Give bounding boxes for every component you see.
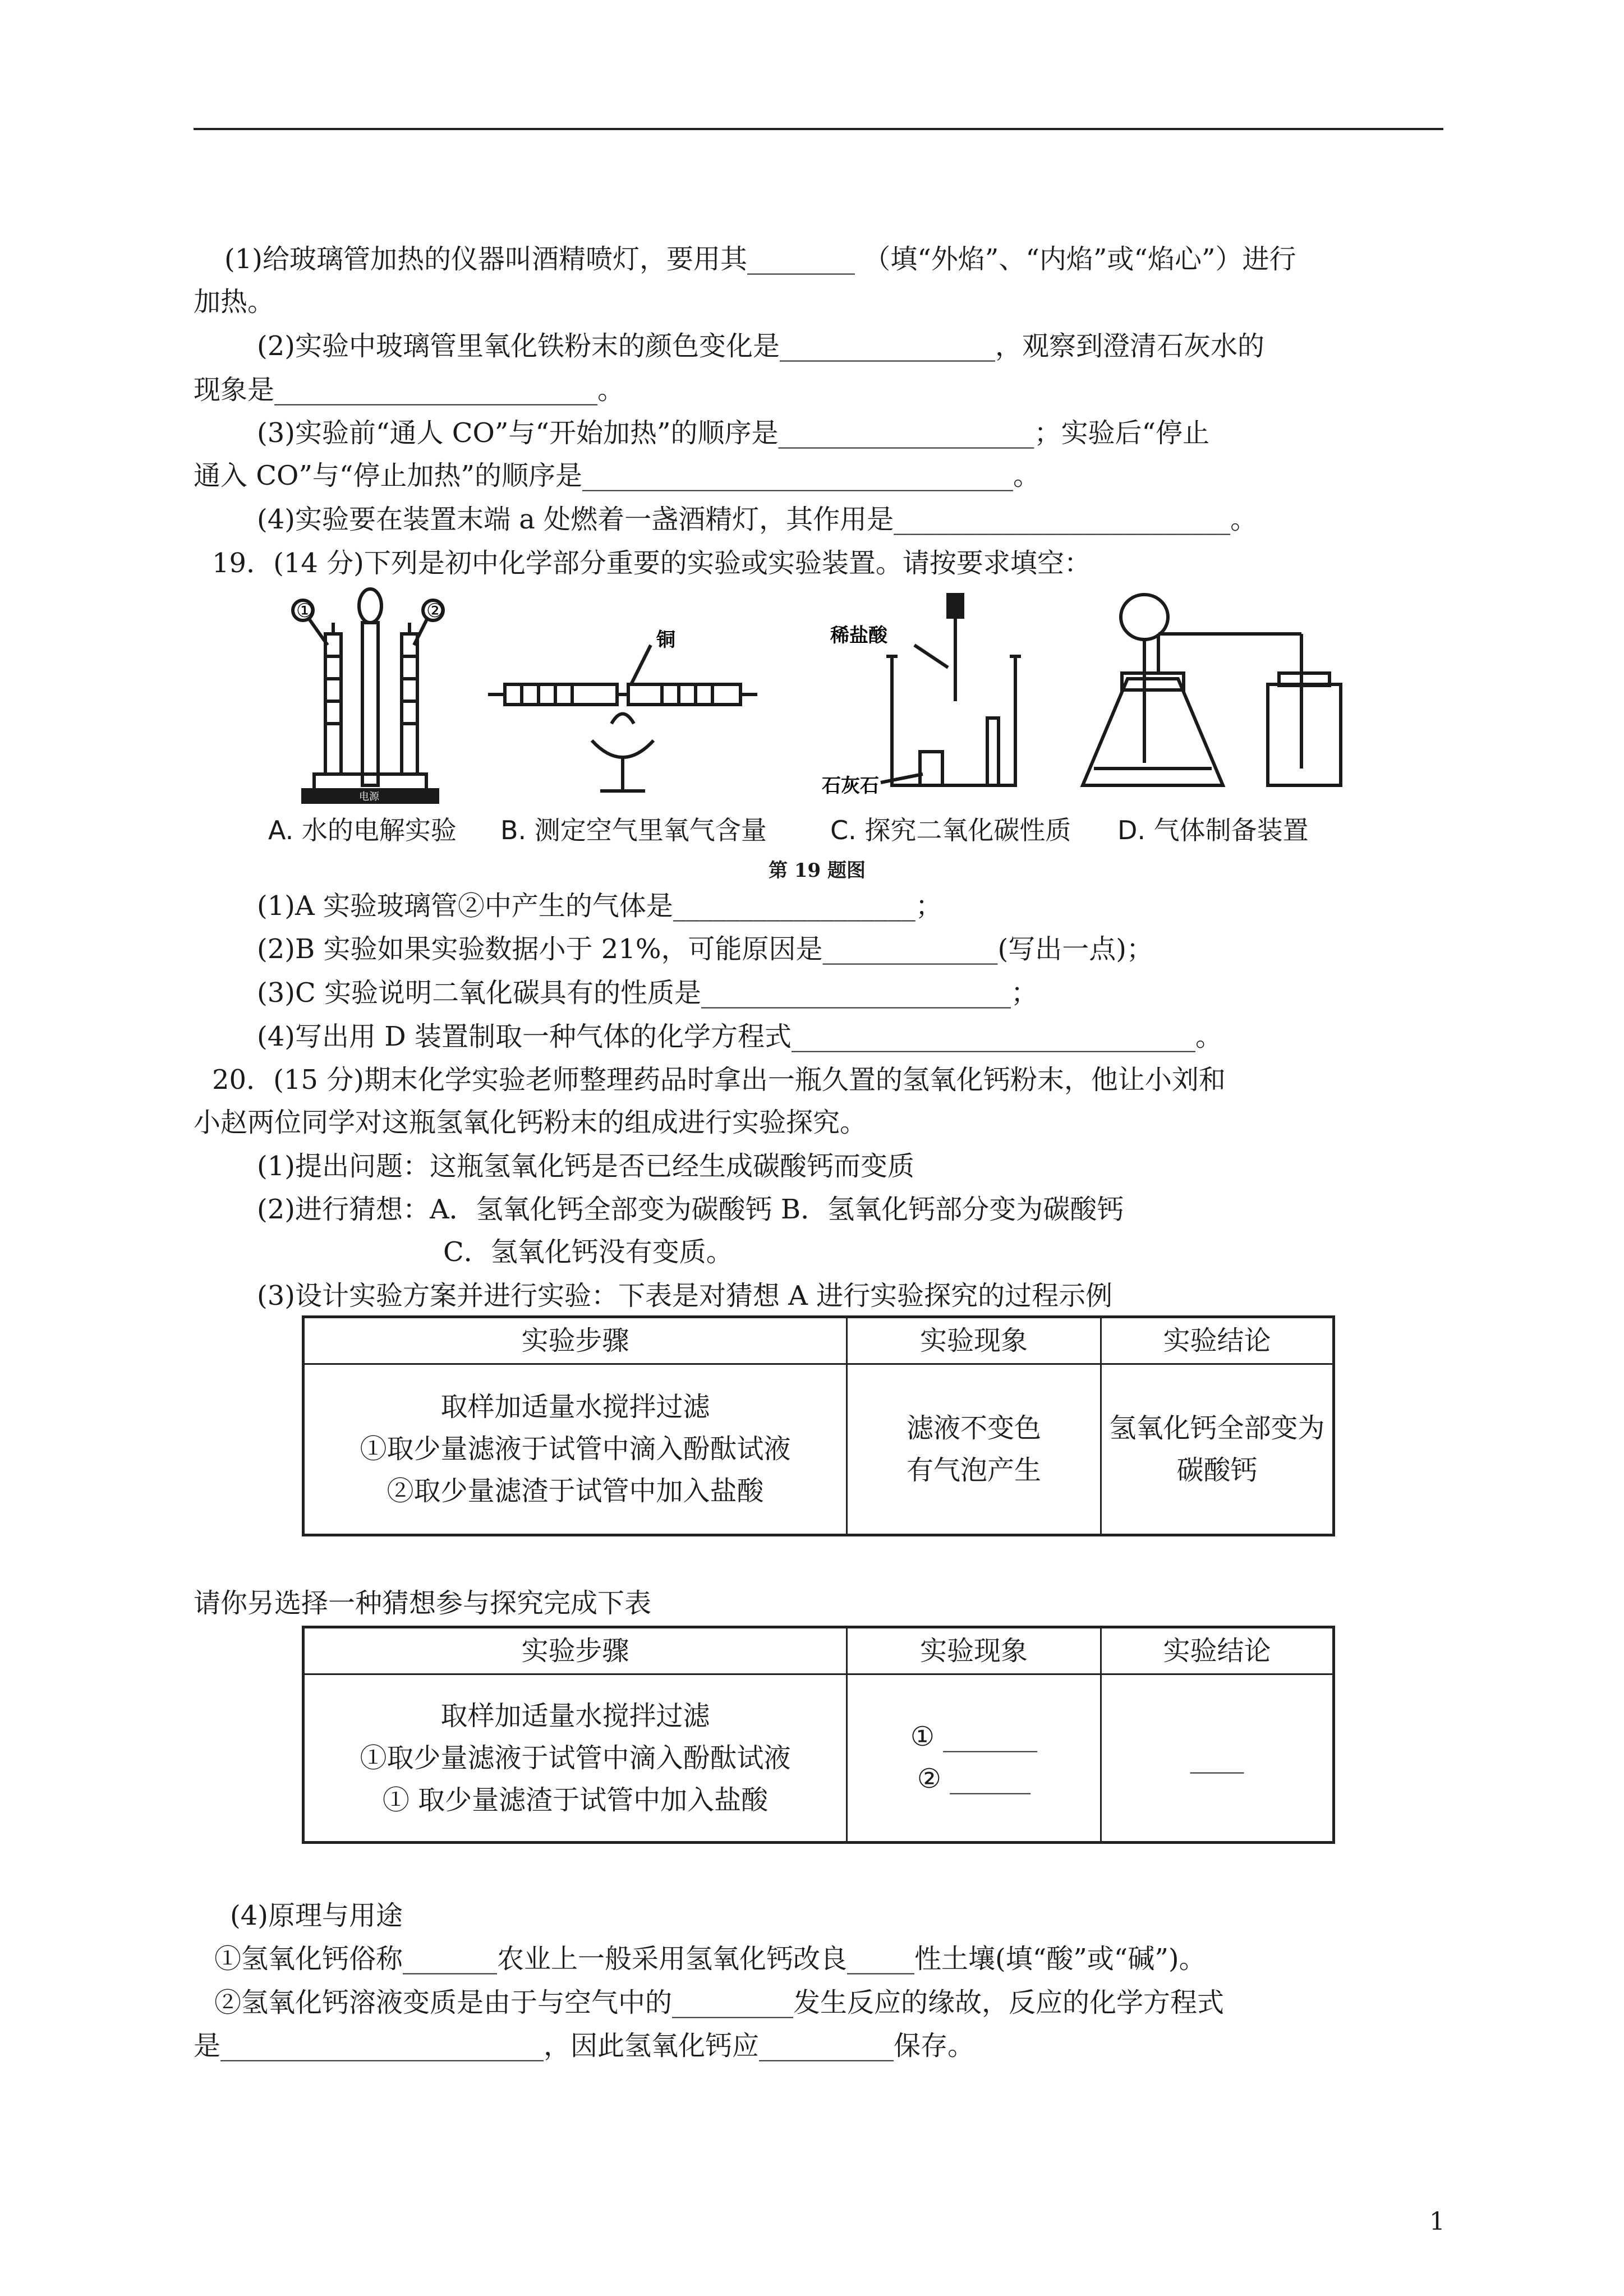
answer-table bbox=[302, 1626, 1335, 1844]
q19-line-2: (2)B 实验如果实验数据小于 21%，可能原因是_____________(写出一点)； bbox=[257, 933, 1153, 965]
syringe-oxygen-apparatus-icon bbox=[488, 645, 757, 791]
table-header: 实验步骤 bbox=[303, 1317, 847, 1364]
q18-line-7: (4)实验要在装置末端 a 处燃着一盏酒精灯，其作用是_________________________。 bbox=[257, 504, 1258, 535]
caption-b: B. 测定空气里氧气含量 bbox=[500, 815, 767, 845]
q18-line-2: 加热。 bbox=[194, 286, 275, 318]
steps-cell: 取样加适量水搅拌过滤 ①取少量滤液于试管中滴入酚酞试液 ②取少量滤渣于试管中加入盐酸 bbox=[303, 1364, 847, 1535]
table2-intro: 请你另选择一种猜想参与探究完成下表 bbox=[194, 1588, 652, 1619]
q18-line-5: (3)实验前“通人 CO”与“开始加热”的顺序是___________________；实验后“停止 bbox=[257, 417, 1210, 449]
q18-line-6: 通入 CO”与“停止加热”的顺序是________________________________。 bbox=[194, 460, 1040, 491]
conclusion-cell: 氢氧化钙全部变为 碳酸钙 bbox=[1101, 1364, 1334, 1535]
q19-stem: 19．(14 分)下列是初中化学部分重要的实验或实验装置。请按要求填空： bbox=[212, 547, 1091, 579]
q20-p2a: (2)进行猜想：A．氢氧化钙全部变为碳酸钙 B．氢氧化钙部分变为碳酸钙 bbox=[257, 1194, 1124, 1225]
q20-p3: (3)设计实验方案并进行实验：下表是对猜想 A 进行实验探究的过程示例 bbox=[257, 1280, 1113, 1312]
q20-stem-1: 20．(15 分)期末化学实验老师整理药品时拿出一瓶久置的氢氧化钙粉末，他让小刘和 bbox=[212, 1064, 1226, 1096]
beaker-candles-apparatus-icon bbox=[881, 595, 1021, 785]
q20-p4b: ②氢氧化钙溶液变质是由于与空气中的_________发生反应的缘故，反应的化学方程式 bbox=[214, 1987, 1225, 2018]
electrolysis-mark-2: ② bbox=[426, 600, 444, 622]
q20-p2b: C．氢氧化钙没有变质。 bbox=[443, 1236, 733, 1268]
phenomena-answer-cell[interactable]: ① _______ ② ______ bbox=[847, 1674, 1101, 1843]
caption-c: C. 探究二氧化碳性质 bbox=[830, 815, 1071, 845]
figure-title: 第 19 题图 bbox=[769, 859, 866, 882]
caption-d: D. 气体制备装置 bbox=[1117, 815, 1309, 845]
q18-line-1: (1)给玻璃管加热的仪器叫酒精喷灯，要用其________ （填“外焰”、“内焰”或“焰心”）进行 bbox=[224, 243, 1296, 275]
table-header: 实验结论 bbox=[1101, 1317, 1334, 1364]
conclusion-answer-cell[interactable]: ____ bbox=[1101, 1674, 1334, 1843]
header-rule bbox=[194, 128, 1443, 130]
gas-generation-apparatus-icon bbox=[1083, 595, 1341, 785]
page-number: 1 bbox=[1429, 2207, 1445, 2236]
q20-p1: (1)提出问题：这瓶氢氧化钙是否已经生成碳酸钙而变质 bbox=[257, 1151, 914, 1182]
phenomena-cell: 滤液不变色 有气泡产生 bbox=[847, 1364, 1101, 1535]
table-header: 实验现象 bbox=[847, 1317, 1101, 1364]
q20-stem-2: 小赵两位同学对这瓶氢氧化钙粉末的组成进行实验探究。 bbox=[194, 1107, 867, 1138]
q19-apparatus-figure bbox=[269, 583, 1391, 813]
q18-line-4: 现象是________________________。 bbox=[194, 374, 625, 406]
q18-line-3: (2)实验中玻璃管里氧化铁粉末的颜色变化是________________，观察到澄清石灰水的 bbox=[257, 330, 1264, 362]
acid-label: 稀盐酸 bbox=[830, 624, 887, 647]
table-header: 实验步骤 bbox=[303, 1627, 847, 1674]
caption-a: A. 水的电解实验 bbox=[268, 815, 457, 845]
electrolysis-apparatus-icon bbox=[293, 589, 443, 802]
q20-p4c: 是________________________，因此氢氧化钙应__________保存。 bbox=[194, 2030, 975, 2062]
example-table bbox=[302, 1315, 1335, 1536]
table-header: 实验现象 bbox=[847, 1627, 1101, 1674]
q20-p4: (4)原理与用途 bbox=[230, 1900, 403, 1931]
power-label: 电源 bbox=[359, 791, 379, 803]
q19-line-4: (4)写出用 D 装置制取一种气体的化学方程式______________________________。 bbox=[257, 1021, 1222, 1052]
electrolysis-mark-1: ① bbox=[296, 600, 314, 622]
q19-line-3: (3)C 实验说明二氧化碳具有的性质是_______________________； bbox=[257, 977, 1038, 1009]
copper-label: 铜 bbox=[656, 629, 675, 651]
q20-p4a: ①氢氧化钙俗称_______农业上一般采用氢氧化钙改良_____性土壤(填“酸”或“碱”)。 bbox=[214, 1943, 1206, 1975]
limestone-label: 石灰石 bbox=[822, 775, 879, 797]
table-header: 实验结论 bbox=[1101, 1627, 1334, 1674]
steps-cell: 取样加适量水搅拌过滤 ①取少量滤液于试管中滴入酚酞试液 ① 取少量滤渣于试管中加入盐酸 bbox=[303, 1674, 847, 1843]
q19-line-1: (1)A 实验玻璃管②中产生的气体是__________________； bbox=[257, 890, 942, 922]
